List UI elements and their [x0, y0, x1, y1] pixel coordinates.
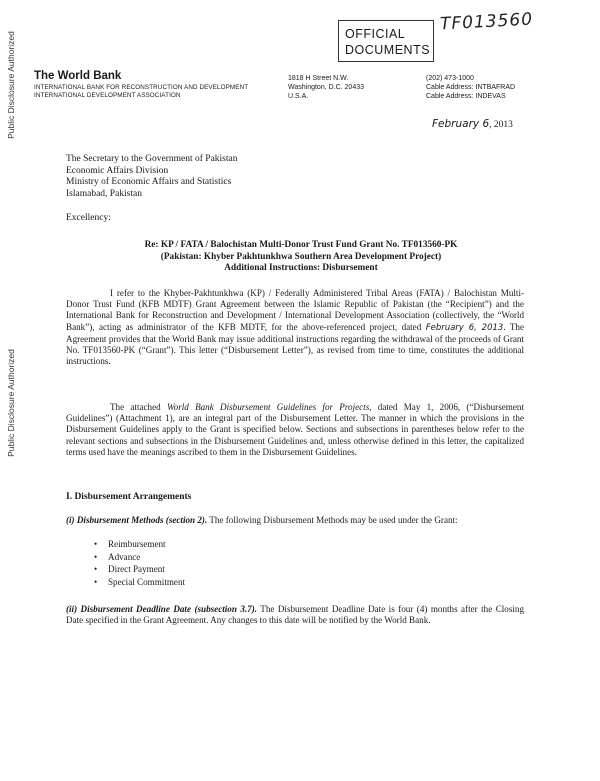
handwritten-date: February 6 — [432, 118, 490, 130]
subject-line: (Pakistan: Khyber Pakhtunkhwa Southern Area Development Project) — [160, 251, 442, 262]
item-ii-label: (ii) Disbursement Deadline Date (subsection 3.7). — [66, 604, 257, 614]
salutation: Excellency: — [66, 213, 111, 223]
org-address — [288, 74, 364, 101]
item-ii-text: The Disbursement Deadline Date is four (4) months after the Closing Date specified in the Grant Agreement. Any changes to this date will be notified by the World Bank. — [66, 604, 524, 626]
address-line: Washington, D.C. 20433 — [288, 84, 365, 91]
subject-line: Re: KP / FATA / Balochistan Multi-Donor Trust Fund Grant No. TF013560-PK — [144, 240, 458, 250]
para1-text-before: I refer to the Khyber-Pakhtunkhwa (KP) / Federally Administered Tribal Areas (FATA) / Balochistan Multi-Donor Trust Fund (KFB MDTF) Grant Agreement between the Islamic Republic of Pakistan (the “Recipient”) and the International Bank for Reconstruction and Development / International Development Association (collectively, the “World Bank”), acting as administrator of the KFB MDTF, for the above-referenced project, dated — [66, 288, 524, 332]
phone-number: (202) 473-1000 — [426, 75, 474, 82]
list-item: • Reimbursement — [94, 538, 185, 551]
org-line-ibrd: INTERNATIONAL BANK FOR RECONSTRUCTION AND DEVELOPMENT — [34, 84, 249, 91]
recipient-line: The Secretary to the Government of Pakistan — [66, 154, 238, 164]
disclosure-side-label-top: Public Disclosure Authorized — [6, 31, 16, 139]
handwritten-agreement-date: February 6, 2013 — [425, 322, 504, 333]
cable-address-2: Cable Address: INDEVAS — [426, 93, 506, 100]
org-name: The World Bank — [34, 70, 122, 82]
paragraph-reference — [66, 288, 524, 367]
list-item: • Special Commitment — [94, 576, 185, 589]
address-line: U.S.A. — [288, 93, 309, 100]
recipient-line: Islamabad, Pakistan — [66, 188, 142, 199]
letter-date — [432, 118, 513, 130]
address-line: 1818 H Street N.W. — [288, 75, 349, 82]
para2-text-before: The attached — [110, 402, 161, 412]
list-item: • Direct Payment — [94, 563, 185, 576]
disclosure-side-label-bottom: Public Disclosure Authorized — [6, 349, 16, 457]
para1-text-after: . The Agreement provides that the World Bank may issue additional instructions regarding the withdrawal of the proceeds of Grant No. TF013560-PK (“Grant”). This letter (“Disbursement Letter”), as revised from time to time, constitutes the additional instructions. — [66, 321, 524, 367]
list-item: • Advance — [94, 551, 185, 564]
subject-line: Additional Instructions: Disbursement — [224, 263, 378, 273]
org-contact — [426, 74, 515, 101]
stamp-line-documents: DOCUMENTS — [345, 43, 431, 57]
recipient-block — [66, 154, 237, 200]
item-disbursement-methods — [66, 515, 524, 526]
org-line-ida: INTERNATIONAL DEVELOPMENT ASSOCIATION — [34, 92, 181, 99]
para2-text-after: dated May 1, 2006, (“Disbursement Guidelines”) (Attachment 1), are an integral part of the Disbursement Letter. The manner in which the provisions in the Disbursement Guidelines apply to the Grant is specified below. Sections and subsections in parentheses below refer to the relevant sections and subsections in the Disbursement Guidelines and, unless otherwise defined in this letter, the capitalized terms used have the meanings ascribed to them in the Disbursement Guidelines. — [66, 402, 524, 457]
recipient-line: Ministry of Economic Affairs and Statistics — [66, 177, 232, 187]
subject-block — [86, 240, 516, 275]
item-disbursement-deadline — [66, 604, 524, 626]
date-year: , 2013 — [489, 120, 513, 130]
stamp-line-official: OFFICIAL — [345, 27, 406, 41]
official-documents-stamp — [338, 20, 434, 62]
item-i-text: The following Disbursement Methods may be used under the Grant: — [209, 515, 458, 525]
guidelines-title: World Bank Disbursement Guidelines for Projects, — [166, 402, 372, 412]
disbursement-methods-list — [94, 538, 185, 588]
section-heading-disbursement-arrangements: I. Disbursement Arrangements — [66, 492, 192, 502]
cable-address-1: Cable Address: INTBAFRAD — [426, 84, 516, 91]
handwritten-document-number: TF013560 — [439, 9, 534, 35]
recipient-line: Economic Affairs Division — [66, 165, 169, 176]
item-i-label: (i) Disbursement Methods (section 2). — [66, 515, 208, 525]
paragraph-guidelines — [66, 402, 524, 458]
